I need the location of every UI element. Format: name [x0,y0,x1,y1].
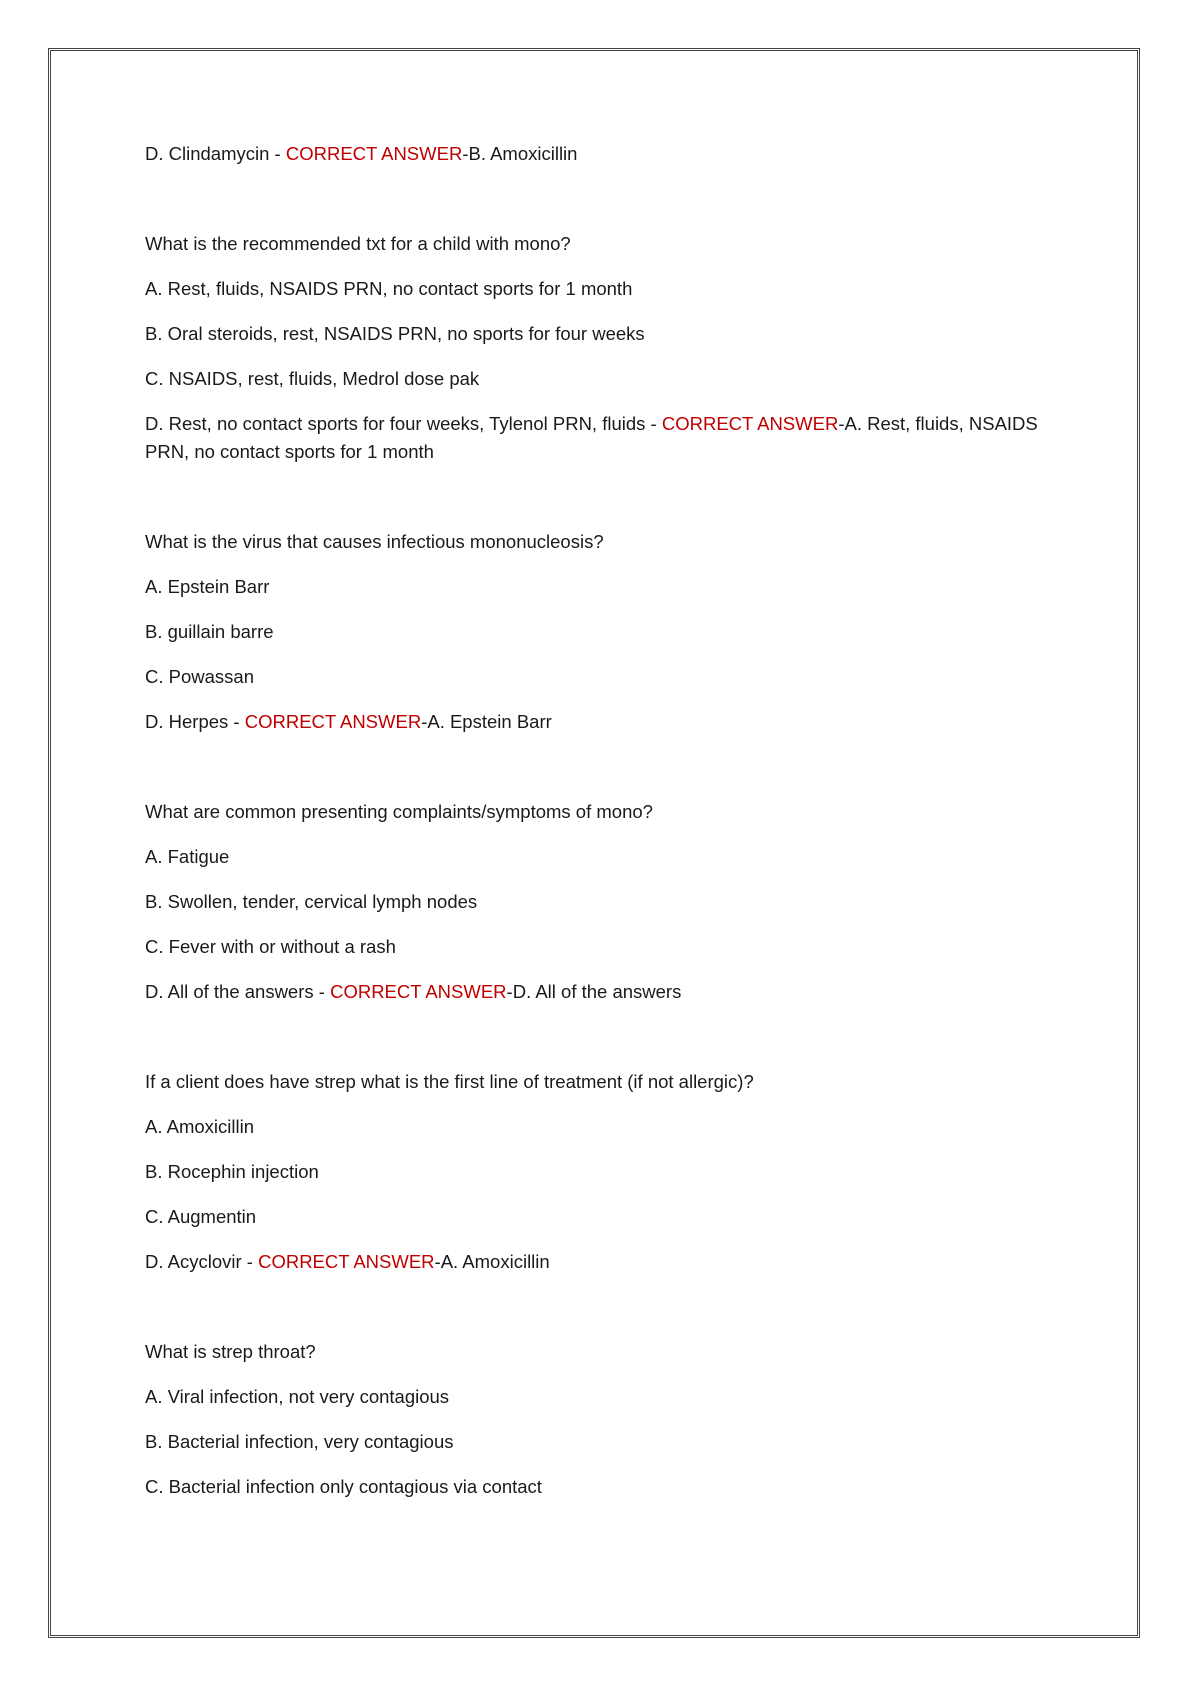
question-block [145,528,1045,736]
correct-answer-label: CORRECT ANSWER [244,711,422,732]
option-a: A. Rest, fluids, NSAIDS PRN, no contact sports for 1 month [145,278,633,299]
question-text: What are common presenting complaints/symptoms of mono? [145,801,653,822]
question-block [145,798,1045,1006]
option-b: B. Swollen, tender, cervical lymph nodes [145,891,478,912]
option-text: D. Acyclovir - [145,1251,259,1272]
option-d-with-answer [145,978,1045,1006]
option-b: B. guillain barre [145,621,274,642]
answer-text: -A. Epstein Barr [421,711,552,732]
option-text: D. Clindamycin - [145,143,286,164]
question-text: What is the virus that causes infectious mononucleosis? [145,531,604,552]
option-c: C. Powassan [145,666,254,687]
question-block [145,1338,1045,1501]
option-text: D. All of the answers - [145,981,331,1002]
option-b: B. Rocephin injection [145,1161,319,1182]
correct-answer-label: CORRECT ANSWER [285,143,463,164]
answer-text: -B. Amoxicillin [462,143,578,164]
option-a: A. Epstein Barr [145,576,270,597]
option-text: D. Herpes - [145,711,245,732]
question-block [145,230,1045,466]
option-text: D. Rest, no contact sports for four weeks, Tylenol PRN, fluids - [145,413,662,434]
option-c: C. Augmentin [145,1206,257,1227]
answer-line [145,140,1045,168]
question-text: What is strep throat? [145,1341,316,1362]
option-a: A. Amoxicillin [145,1116,254,1137]
option-d-with-answer [145,410,1045,466]
option-d-with-answer [145,1248,1045,1276]
option-b: B. Bacterial infection, very contagious [145,1431,454,1452]
answer-text: -A. Amoxicillin [434,1251,550,1272]
option-c: C. NSAIDS, rest, fluids, Medrol dose pak [145,368,480,389]
option-d-with-answer [145,708,1045,736]
answer-text: -A. Rest, fluids, NSAIDS PRN, no contact sports for 1 month [145,413,1043,462]
option-b: B. Oral steroids, rest, NSAIDS PRN, no sports for four weeks [145,323,645,344]
question-text: If a client does have strep what is the first line of treatment (if not allergic)? [145,1071,754,1092]
question-block [145,1068,1045,1276]
answer-text: -D. All of the answers [506,981,682,1002]
correct-answer-label: CORRECT ANSWER [258,1251,435,1272]
option-a: A. Fatigue [145,846,230,867]
option-a: A. Viral infection, not very contagious [145,1386,450,1407]
option-c: C. Bacterial infection only contagious via contact [145,1476,542,1497]
document-content [145,140,1045,1501]
question-text: What is the recommended txt for a child with mono? [145,233,571,254]
option-c: C. Fever with or without a rash [145,936,396,957]
correct-answer-label: CORRECT ANSWER [330,981,507,1002]
correct-answer-label: CORRECT ANSWER [661,413,839,434]
